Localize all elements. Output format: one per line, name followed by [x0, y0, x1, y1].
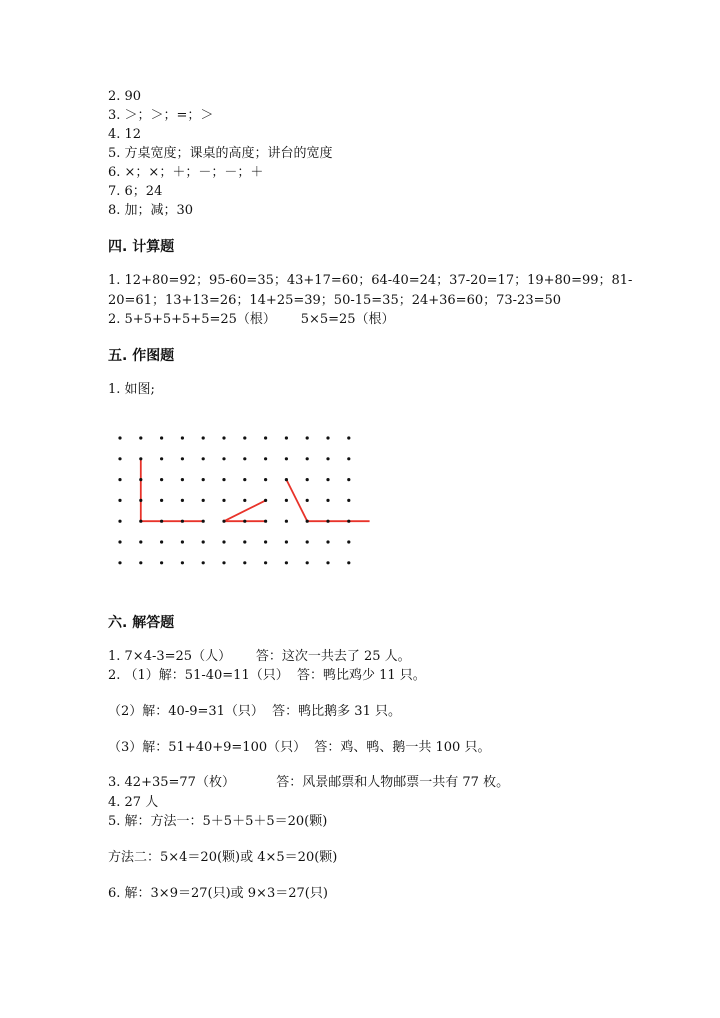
answer-line: 2. 90 [108, 89, 142, 104]
grid-dot [160, 478, 163, 481]
answer-line: 8. 加；减；30 [108, 203, 194, 218]
grid-dot [285, 520, 288, 523]
grid-dot [243, 540, 246, 543]
grid-dot [264, 457, 267, 460]
grid-dot [306, 457, 309, 460]
grid-dot [139, 457, 142, 460]
grid-dot [306, 436, 309, 439]
grid-dot [326, 540, 329, 543]
grid-dot [264, 540, 267, 543]
grid-dot [118, 478, 121, 481]
answer-line: 4. 12 [108, 127, 142, 142]
grid-dot [326, 561, 329, 564]
grid-dot [264, 478, 267, 481]
answer-line: 6. 解：3×9＝27(只)或 9×3＝27(只) [108, 886, 328, 901]
grid-dot [347, 561, 350, 564]
grid-dot [264, 436, 267, 439]
grid-dot [202, 499, 205, 502]
grid-dot [222, 561, 225, 564]
grid-dot [181, 457, 184, 460]
grid-dot [160, 499, 163, 502]
answer-line: 5. 解：方法一：5＋5＋5＋5＝20(颗) [108, 814, 328, 829]
answer-line: 3. ＞；＞；=；＞ [108, 108, 214, 123]
grid-dot [264, 520, 267, 523]
grid-dot [306, 478, 309, 481]
grid-dot [118, 436, 121, 439]
grid-dot [202, 520, 205, 523]
section-heading-word-problems: 六. 解答题 [108, 615, 175, 631]
grid-dot [202, 457, 205, 460]
answer-line: 2. （1）解：51-40=11（只） 答：鸭比鸡少 11 只。 [108, 668, 426, 683]
grid-dot [222, 540, 225, 543]
grid-dot [160, 436, 163, 439]
grid-dot [347, 499, 350, 502]
grid-dot [139, 499, 142, 502]
grid-dot [326, 520, 329, 523]
answer-line: （3）解：51+40+9=100（只） 答：鸡、鸭、鹅一共 100 只。 [108, 740, 491, 755]
grid-dot [306, 561, 309, 564]
grid-dot [118, 499, 121, 502]
answer-line: 3. 42+35=77（枚） 答：风景邮票和人物邮票一共有 77 枚。 [108, 775, 510, 790]
grid-dot [139, 520, 142, 523]
grid-dot [264, 499, 267, 502]
grid-dot [160, 520, 163, 523]
grid-dot [264, 561, 267, 564]
drawn-line-segment [286, 480, 307, 522]
section-heading-drawing: 五. 作图题 [108, 348, 175, 364]
grid-dot [306, 540, 309, 543]
grid-dot [181, 478, 184, 481]
grid-dot [202, 561, 205, 564]
grid-dot [285, 436, 288, 439]
grid-dot [222, 499, 225, 502]
grid-dot [243, 520, 246, 523]
grid-dot [181, 540, 184, 543]
grid-dot [202, 436, 205, 439]
grid-dot [243, 478, 246, 481]
drawn-line-segment [224, 500, 266, 521]
grid-dot [139, 561, 142, 564]
section-heading-calculation: 四. 计算题 [108, 239, 175, 255]
grid-dot [306, 499, 309, 502]
grid-dot [347, 457, 350, 460]
answer-line: 2. 5+5+5+5+5=25（根） 5×5=25（根） [108, 312, 395, 327]
grid-dot [326, 457, 329, 460]
grid-dot [118, 561, 121, 564]
grid-dot [118, 457, 121, 460]
grid-dot [139, 540, 142, 543]
grid-dot [181, 436, 184, 439]
answer-line: （2）解：40-9=31（只） 答：鸭比鹅多 31 只。 [108, 704, 401, 719]
grid-dot [347, 436, 350, 439]
answer-line: 1. 7×4-3=25（人） 答：这次一共去了 25 人。 [108, 649, 411, 664]
answer-line: 方法二：5×4＝20(颗)或 4×5＝20(颗) [108, 850, 338, 865]
grid-dot [181, 499, 184, 502]
grid-dot [160, 457, 163, 460]
grid-dot [326, 436, 329, 439]
grid-dot [243, 561, 246, 564]
grid-dot [222, 520, 225, 523]
grid-dot [285, 561, 288, 564]
grid-dot [306, 520, 309, 523]
grid-dot [160, 540, 163, 543]
grid-dot [285, 540, 288, 543]
grid-dot [222, 478, 225, 481]
answer-line: 7. 6；24 [108, 184, 163, 199]
grid-dot [285, 499, 288, 502]
grid-dot [326, 499, 329, 502]
answer-line: 5. 方桌宽度；课桌的高度；讲台的宽度 [108, 146, 333, 161]
answer-line: 20=61；13+13=26；14+25=39；50-15=35；24+36=60；73-23=50 [108, 293, 562, 308]
grid-dot [160, 561, 163, 564]
grid-dot [118, 520, 121, 523]
answer-line: 1. 12+80=92；95-60=35；43+17=60；64-40=24；37-20=17；19+80=99；81- [108, 273, 633, 288]
grid-dot [285, 457, 288, 460]
grid-dot [118, 540, 121, 543]
grid-dot [243, 499, 246, 502]
answer-line: 6. ×；×；＋；－；－；＋ [108, 165, 264, 180]
grid-dot [347, 478, 350, 481]
grid-dot [347, 520, 350, 523]
grid-dot [243, 436, 246, 439]
grid-dot [326, 478, 329, 481]
grid-dot [202, 478, 205, 481]
grid-dot [181, 561, 184, 564]
grid-dot [347, 540, 350, 543]
answer-line: 4. 27 人 [108, 795, 159, 810]
grid-dot [243, 457, 246, 460]
grid-dot [222, 436, 225, 439]
grid-dot [202, 540, 205, 543]
grid-dot [222, 457, 225, 460]
grid-dot [139, 436, 142, 439]
grid-dot [181, 520, 184, 523]
grid-dot [285, 478, 288, 481]
answer-line: 1. 如图; [108, 382, 155, 397]
grid-dot [139, 478, 142, 481]
